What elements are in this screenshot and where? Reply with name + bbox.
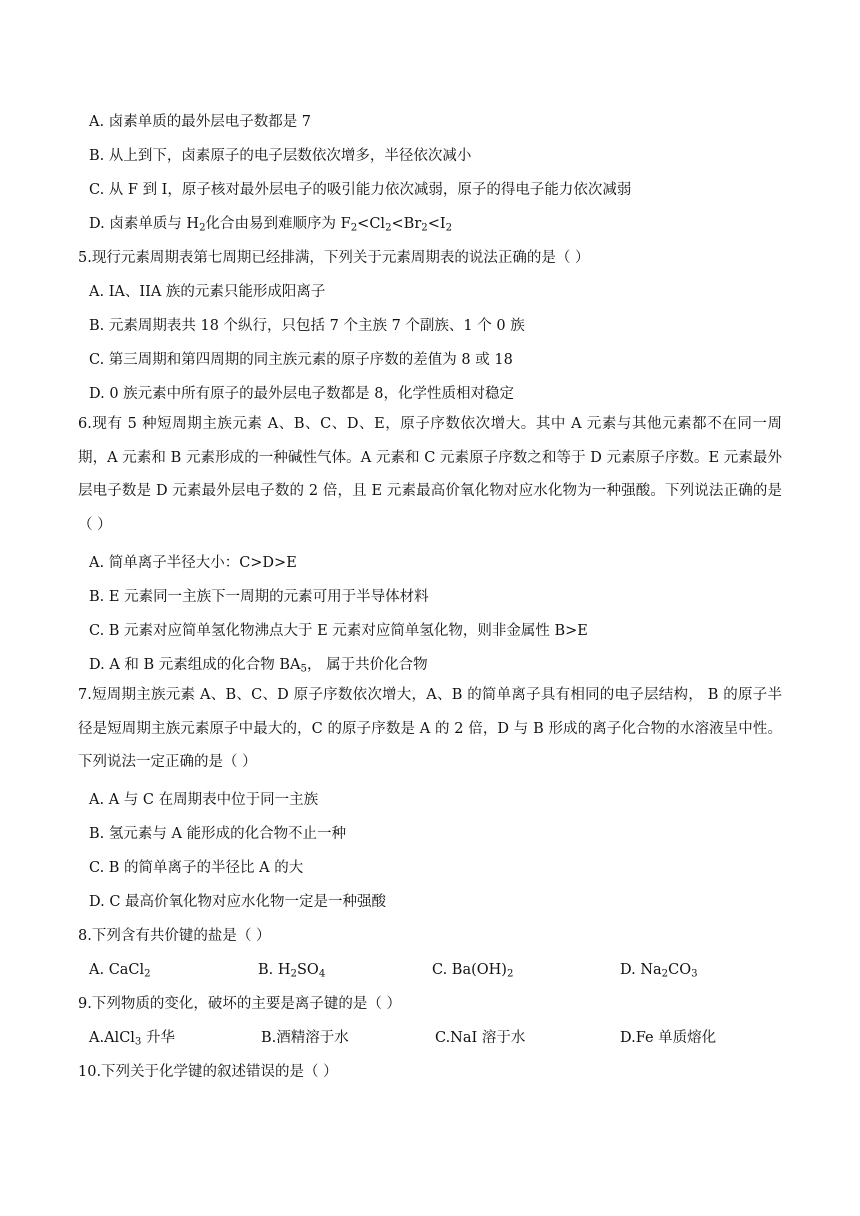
q9-option-d: D.Fe 单质熔化 — [620, 1030, 717, 1046]
q10-stem: 10.下列关于化学键的叙述错误的是（ ） — [78, 1064, 338, 1080]
q4-option-b: B. 从上到下，卤素原子的电子层数依次增多，半径依次减小 — [89, 148, 472, 164]
q8-option-d: D. $Na_2CO_3$ — [620, 962, 698, 980]
q5-option-d: D. 0 族元素中所有原子的最外层电子数都是 8，化学性质相对稳定 — [89, 386, 514, 402]
q7-stem: 7.短周期主族元素 A、B、C、D 原子序数依次增大，A、B 的简单离子具有相同的电子层结构， B 的原子半径是短周期主族元素原子中最大的，C 的原子序数是 A 的 2 倍，D 与 B 形成的离子化合物的水溶液呈中性。下列说法一定正确的是（ ） — [78, 687, 782, 770]
q8-option-c: C. $Ba(OH)_2$ — [432, 962, 514, 980]
q7-option-a: A. A 与 C 在周期表中位于同一主族 — [89, 792, 319, 808]
q5-option-a: A. IA、IIA 族的元素只能形成阳离子 — [89, 284, 326, 300]
q9-option-a: A.AlCl$_3$ 升华 — [89, 1030, 175, 1048]
q9-option-c: C.NaI 溶于水 — [435, 1030, 526, 1046]
q7-option-d: D. C 最高价氧化物对应水化物一定是一种强酸 — [89, 894, 387, 910]
q8-stem: 8.下列含有共价键的盐是（ ） — [78, 928, 271, 944]
q6-option-c: C. B 元素对应简单氢化物沸点大于 E 元素对应简单氢化物，则非金属性 B>E — [89, 623, 588, 639]
q6-option-d: D. A 和 B 元素组成的化合物 $BA_5$， 属于共价化合物 — [89, 657, 428, 675]
q6-option-a: A. 简单离子半径大小：C>D>E — [89, 555, 297, 571]
q4-option-d: D. 卤素单质与 $H_2$化合由易到难顺序为 $F_2<Cl_2<Br_2<I_2$ — [89, 216, 453, 234]
q5-stem: 5.现行元素周期表第七周期已经排满，下列关于元素周期表的说法正确的是（ ） — [78, 250, 590, 266]
q7-option-c: C. B 的简单离子的半径比 A 的大 — [89, 860, 304, 876]
q8-option-a: A. CaCl$_2$ — [89, 962, 151, 980]
q8-option-b: B. $H_2SO_4$ — [258, 962, 326, 980]
q4-option-a: A. 卤素单质的最外层电子数都是 7 — [89, 114, 312, 130]
q4-option-c: C. 从 F 到 I，原子核对最外层电子的吸引能力依次减弱，原子的得电子能力依次减弱 — [89, 182, 632, 198]
q6-option-b: B. E 元素同一主族下一周期的元素可用于半导体材料 — [89, 589, 429, 605]
q9-stem: 9.下列物质的变化，破坏的主要是离子键的是（ ） — [78, 996, 401, 1012]
q9-option-b: B.酒精溶于水 — [261, 1030, 349, 1046]
q5-option-b: B. 元素周期表共 18 个纵行，只包括 7 个主族 7 个副族、1 个 0 族 — [89, 318, 525, 334]
q6-stem: 6.现有 5 种短周期主族元素 A、B、C、D、E，原子序数依次增大。其中 A 元素与其他元素都不在同一周期，A 元素和 B 元素形成的一种碱性气体。A 元素和 C 元素原子序数之和等于 D 元素原子序数。E 元素最外层电子数是 D 元素最外层电子数的 2 倍，且 E 元素最高价氧化物对应水化物为一种强酸。下列说法正确的是（ ） — [78, 416, 782, 533]
q5-option-c: C. 第三周期和第四周期的同主族元素的原子序数的差值为 8 或 18 — [89, 352, 513, 368]
q7-option-b: B. 氢元素与 A 能形成的化合物不止一种 — [89, 826, 347, 842]
